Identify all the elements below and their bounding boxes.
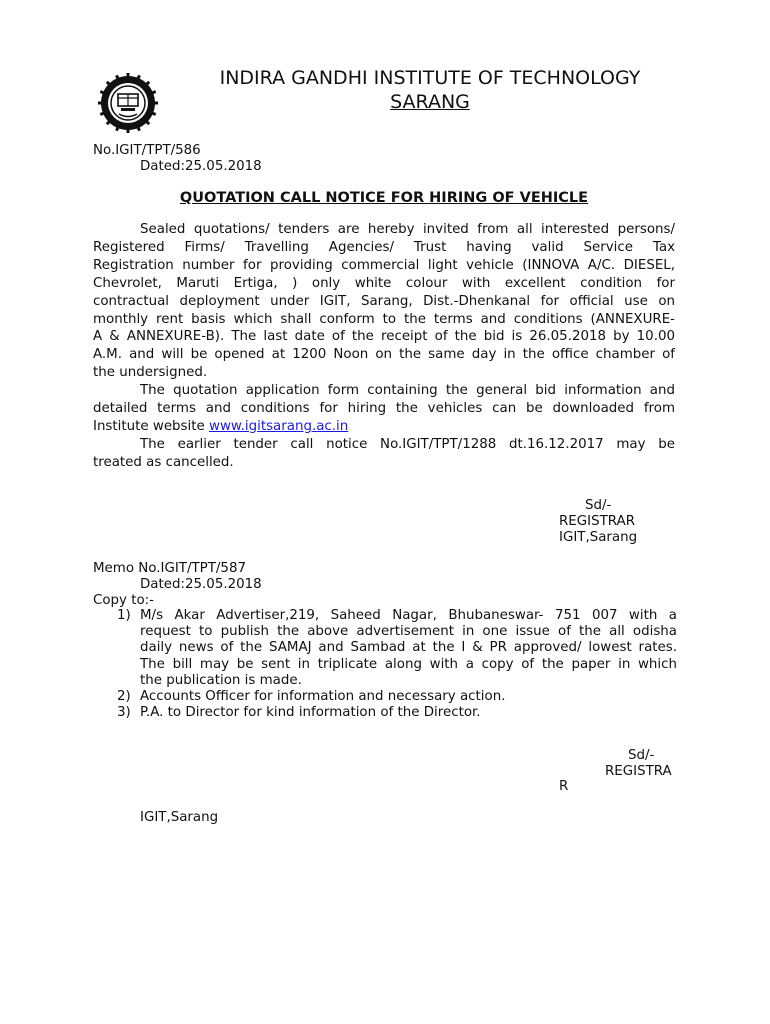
list-item-number: 1) [117, 608, 131, 623]
copy-list [117, 608, 677, 721]
paragraph-line: Chevrolet, Maruti Ertiga, ) only white colour with excellent condition for [93, 275, 675, 291]
signature-org: IGIT,Sarang [559, 530, 638, 545]
paragraph-line: the undersigned. [93, 365, 208, 381]
list-item-number: 3) [117, 705, 131, 721]
list-item-line: P.A. to Director for kind information of the Director. [140, 705, 481, 721]
copy-to-label: Copy to:- [93, 593, 155, 608]
list-item-line: M/s Akar Advertiser,219, Saheed Nagar, Bhubaneswar- 751 007 with a [140, 608, 677, 623]
paragraph-1 [93, 221, 675, 382]
list-item [117, 608, 677, 689]
paragraph-line [93, 418, 675, 436]
list-item-line: daily news of the SAMAJ and Sambad at the I & PR approved/ lowest rates. [140, 640, 677, 656]
list-item-number: 2) [117, 689, 131, 705]
list-item-line: Accounts Officer for information and necessary action. [140, 689, 506, 705]
list-item-line: The bill may be sent in triplicate along with a copy of the paper in which [140, 656, 677, 672]
paragraph-3 [93, 436, 675, 472]
paragraph-line: treated as cancelled. [93, 454, 234, 470]
reference-number: No.IGIT/TPT/586 [93, 143, 201, 158]
list-item [117, 689, 677, 705]
signature2-title-part2: R [559, 779, 569, 794]
paragraph-line: A & ANNEXURE-B). The last date of the receipt of the bid is 26.05.2018 by 10.00 [93, 329, 675, 345]
paragraph-line: The earlier tender call notice No.IGIT/TPT/1288 dt.16.12.2017 may be [140, 437, 675, 452]
signature2-sd: Sd/- [628, 748, 655, 763]
memo-date: Dated:25.05.2018 [140, 577, 262, 592]
signature-title: REGISTRAR [559, 514, 635, 529]
paragraph-line: The quotation application form containing the general bid information and [140, 383, 675, 398]
signature2-title-part1: REGISTRA [605, 764, 672, 779]
notice-title: QUOTATION CALL NOTICE FOR HIRING OF VEHICLE [179, 190, 589, 206]
institute-logo-icon [97, 72, 159, 134]
list-item-line: request to publish the above advertisement in one issue of the all odisha [140, 624, 677, 640]
institute-name: INDIRA GANDHI INSTITUTE OF TECHNOLOGY [219, 67, 641, 89]
reference-date: Dated:25.05.2018 [140, 159, 262, 174]
signature-sd: Sd/- [585, 498, 612, 513]
paragraph-2 [93, 382, 675, 436]
paragraph-line: Sealed quotations/ tenders are hereby invited from all interested persons/ [140, 222, 675, 237]
website-link[interactable]: www.igitsarang.ac.in [209, 418, 349, 434]
paragraph-line: monthly rent basis which shall conform to the terms and conditions (ANNEXURE- [93, 311, 675, 327]
institute-place [190, 90, 670, 114]
website-prefix: Institute website [93, 418, 209, 434]
institute-place-text: SARANG [390, 91, 470, 113]
paragraph-line: A.M. and will be opened at 1200 Noon on the same day in the office chamber of [93, 347, 675, 363]
paragraph-line: Registration number for providing commercial light vehicle (INNOVA A/C. DIESEL, [93, 257, 675, 273]
paragraph-line: detailed terms and conditions for hiring the vehicles can be downloaded from [93, 400, 675, 416]
memo-number: Memo No.IGIT/TPT/587 [93, 561, 246, 576]
signature2-org: IGIT,Sarang [140, 810, 219, 825]
list-item [117, 705, 677, 721]
paragraph-line: Registered Firms/ Travelling Agencies/ Trust having valid Service Tax [93, 239, 675, 255]
paragraph-line: contractual deployment under IGIT, Sarang, Dist.-Dhenkanal for official use on [93, 293, 675, 309]
list-item-line: the publication is made. [140, 672, 302, 688]
